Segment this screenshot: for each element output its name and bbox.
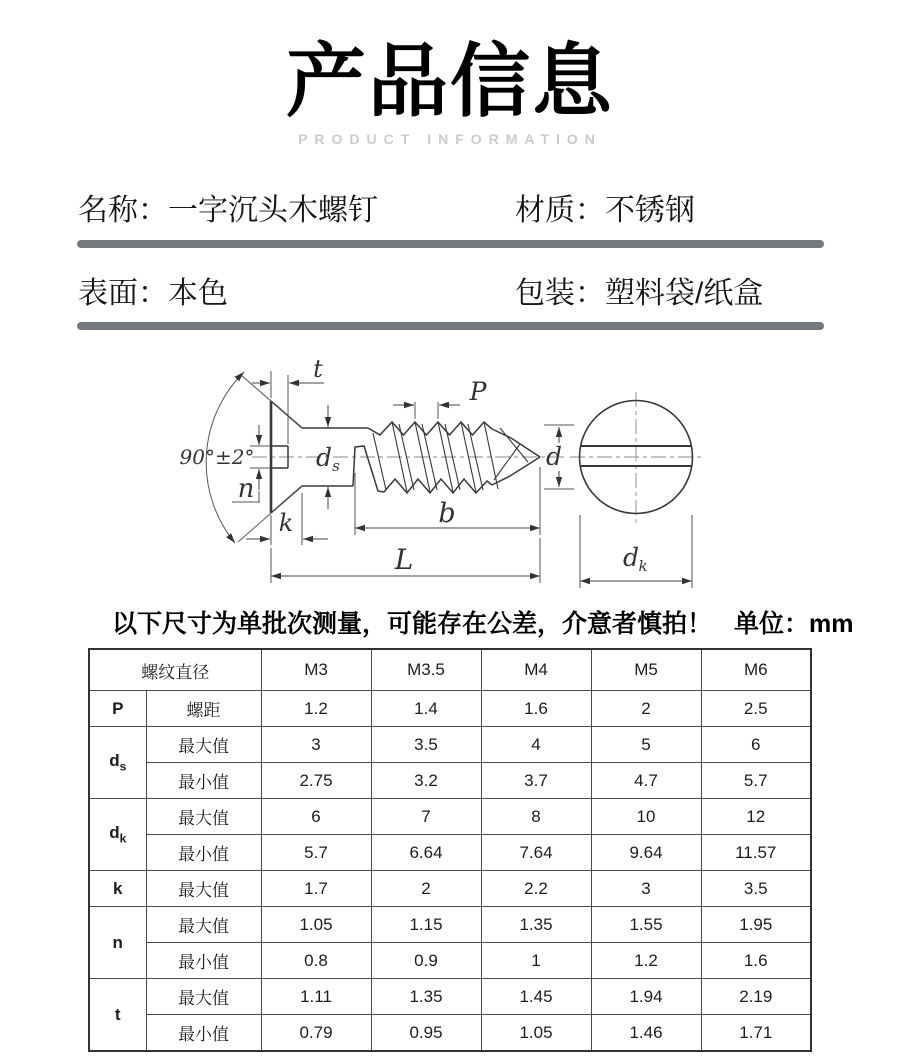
table-cell: 1.4 bbox=[371, 691, 481, 727]
table-cell: 5.7 bbox=[261, 835, 371, 871]
row-kind: 最大值 bbox=[146, 979, 261, 1015]
table-cell: 1.71 bbox=[701, 1015, 811, 1052]
table-row-k bbox=[89, 871, 811, 907]
table-cell: 1.35 bbox=[481, 907, 591, 943]
divider-line-2 bbox=[77, 322, 824, 330]
table-cell: 1 bbox=[481, 943, 591, 979]
unit-label: 单位：mm bbox=[734, 610, 854, 638]
table-cell: 0.8 bbox=[261, 943, 371, 979]
table-row-ds-max bbox=[89, 727, 811, 763]
table-cell: 1.95 bbox=[701, 907, 811, 943]
table-cell: 2.2 bbox=[481, 871, 591, 907]
row-kind: 最大值 bbox=[146, 871, 261, 907]
dk-label: d bbox=[622, 543, 640, 572]
screw-technical-drawing bbox=[140, 345, 860, 610]
table-cell: 1.55 bbox=[591, 907, 701, 943]
table-cell: 6.64 bbox=[371, 835, 481, 871]
spec-name-value: 一字沉头木螺钉 bbox=[168, 194, 378, 227]
dk-sub-label: k bbox=[638, 557, 648, 575]
table-cell: 2 bbox=[591, 691, 701, 727]
table-cell: 4 bbox=[481, 727, 591, 763]
spec-name-label: 名称： bbox=[78, 194, 168, 227]
table-cell: 9.64 bbox=[591, 835, 701, 871]
row-symbol: k bbox=[89, 871, 146, 907]
table-cell: 2.19 bbox=[701, 979, 811, 1015]
table-row-n-min bbox=[89, 943, 811, 979]
table-cell: 1.35 bbox=[371, 979, 481, 1015]
row-kind: 最小值 bbox=[146, 763, 261, 799]
col-header-m4: M4 bbox=[481, 649, 591, 691]
spec-surface-label: 表面： bbox=[78, 277, 168, 310]
table-cell: 6 bbox=[261, 799, 371, 835]
table-cell: 7.64 bbox=[481, 835, 591, 871]
p-label: P bbox=[469, 377, 487, 406]
spec-name bbox=[78, 194, 378, 227]
table-cell: 2.75 bbox=[261, 763, 371, 799]
spec-surface bbox=[78, 277, 228, 310]
spec-packaging bbox=[515, 268, 763, 312]
spec-material-label: 材质： bbox=[515, 194, 605, 227]
measurement-note bbox=[112, 604, 853, 640]
col-header-m6: M6 bbox=[701, 649, 811, 691]
table-cell: 3.7 bbox=[481, 763, 591, 799]
table-cell: 0.79 bbox=[261, 1015, 371, 1052]
row-symbol: P bbox=[89, 691, 146, 727]
table-cell: 1.11 bbox=[261, 979, 371, 1015]
table-cell: 4.7 bbox=[591, 763, 701, 799]
note-text: 以下尺寸为单批次测量，可能存在公差，介意者慎拍！ bbox=[112, 610, 713, 638]
row-symbol: t bbox=[89, 979, 146, 1052]
spec-packaging-value: 塑料袋/纸盒 bbox=[605, 277, 764, 310]
l-label: L bbox=[394, 543, 414, 576]
t-label: t bbox=[313, 355, 323, 383]
table-cell: 1.6 bbox=[481, 691, 591, 727]
table-row-dk-min bbox=[89, 835, 811, 871]
row-kind: 螺距 bbox=[146, 691, 261, 727]
table-corner-header: 螺纹直径 bbox=[89, 649, 261, 691]
table-cell: 10 bbox=[591, 799, 701, 835]
row-kind: 最小值 bbox=[146, 943, 261, 979]
table-cell: 5.7 bbox=[701, 763, 811, 799]
spec-row-1 bbox=[78, 185, 856, 229]
table-header-row bbox=[89, 649, 811, 691]
spec-row-2 bbox=[78, 268, 856, 312]
table-cell: 1.94 bbox=[591, 979, 701, 1015]
table-cell: 6 bbox=[701, 727, 811, 763]
table-cell: 3.2 bbox=[371, 763, 481, 799]
row-symbol: $d_k$ bbox=[89, 799, 146, 871]
row-kind: 最大值 bbox=[146, 907, 261, 943]
d-label: d bbox=[545, 442, 563, 471]
table-row-t-min bbox=[89, 1015, 811, 1052]
table-cell: 1.2 bbox=[261, 691, 371, 727]
table-row-ds-min bbox=[89, 763, 811, 799]
table-cell: 7 bbox=[371, 799, 481, 835]
n-label: n bbox=[237, 474, 255, 504]
table-row-p bbox=[89, 691, 811, 727]
table-cell: 8 bbox=[481, 799, 591, 835]
col-header-m3: M3 bbox=[261, 649, 371, 691]
row-kind: 最大值 bbox=[146, 799, 261, 835]
row-symbol: n bbox=[89, 907, 146, 979]
table-cell: 3.5 bbox=[701, 871, 811, 907]
b-label: b bbox=[438, 498, 456, 529]
spec-packaging-label: 包装： bbox=[515, 277, 605, 310]
table-cell: 11.57 bbox=[701, 835, 811, 871]
row-kind: 最大值 bbox=[146, 727, 261, 763]
table-row-t-max bbox=[89, 979, 811, 1015]
table-cell: 1.05 bbox=[261, 907, 371, 943]
page-title: 产品信息 bbox=[286, 37, 614, 126]
table-cell: 12 bbox=[701, 799, 811, 835]
spec-material bbox=[515, 185, 695, 229]
table-cell: 1.05 bbox=[481, 1015, 591, 1052]
table-cell: 1.7 bbox=[261, 871, 371, 907]
table-row-n-max bbox=[89, 907, 811, 943]
table-cell: 2.5 bbox=[701, 691, 811, 727]
col-header-m35: M3.5 bbox=[371, 649, 481, 691]
row-symbol: $d_s$ bbox=[89, 727, 146, 799]
table-cell: 1.6 bbox=[701, 943, 811, 979]
table-cell: 5 bbox=[591, 727, 701, 763]
row-kind: 最小值 bbox=[146, 835, 261, 871]
page-subtitle: PRODUCT INFORMATION bbox=[298, 131, 602, 147]
dimension-table bbox=[88, 648, 812, 1052]
table-cell: 1.46 bbox=[591, 1015, 701, 1052]
ds-sub-label: s bbox=[332, 457, 340, 475]
table-cell: 2 bbox=[371, 871, 481, 907]
k-label: k bbox=[278, 509, 294, 537]
spec-surface-value: 本色 bbox=[168, 277, 228, 310]
table-cell: 3 bbox=[591, 871, 701, 907]
spec-material-value: 不锈钢 bbox=[605, 194, 695, 227]
table-cell: 1.2 bbox=[591, 943, 701, 979]
ds-label: d bbox=[315, 443, 333, 472]
table-cell: 0.9 bbox=[371, 943, 481, 979]
angle-label: 90°±2° bbox=[179, 445, 255, 469]
table-row-dk-max bbox=[89, 799, 811, 835]
table-cell: 1.15 bbox=[371, 907, 481, 943]
col-header-m5: M5 bbox=[591, 649, 701, 691]
table-cell: 1.45 bbox=[481, 979, 591, 1015]
table-cell: 3.5 bbox=[371, 727, 481, 763]
table-cell: 0.95 bbox=[371, 1015, 481, 1052]
divider-line-1 bbox=[77, 240, 824, 248]
table-cell: 3 bbox=[261, 727, 371, 763]
row-kind: 最小值 bbox=[146, 1015, 261, 1052]
